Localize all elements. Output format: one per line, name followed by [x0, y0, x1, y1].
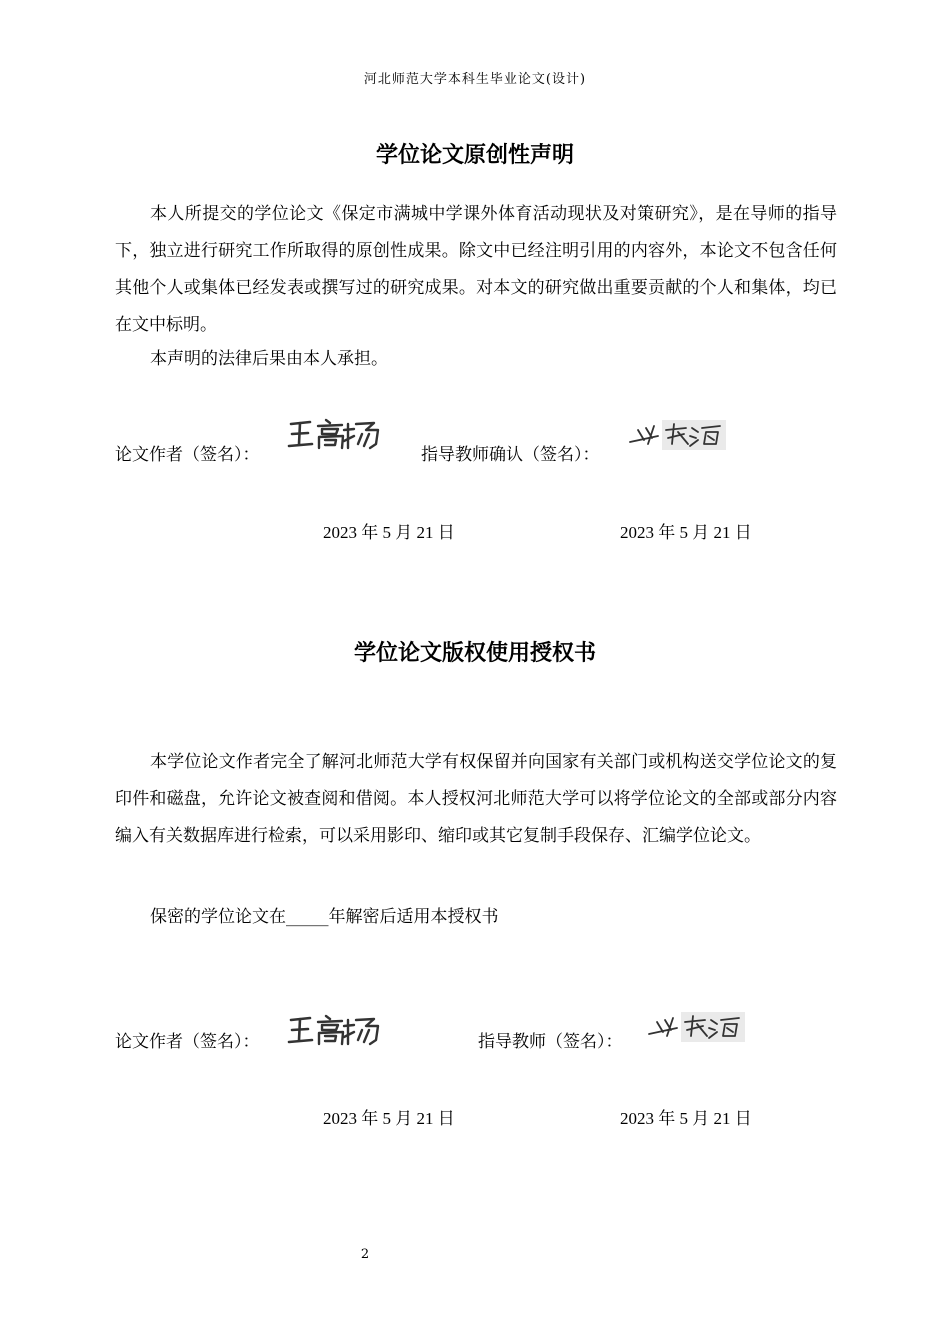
copyright-author-label: 论文作者（签名）： [115, 1032, 260, 1052]
copyright-paragraph-1: 本学位论文作者完全了解河北师范大学有权保留并向国家有关部门或机构送交学位论文的复印件和磁盘，允许论文被查阅和借阅。本人授权河北师范大学可以将学位论文的全部或部分内容编入有关数据库进行检索，可以采用影印、缩印或其它复制手段保存、汇编学位论文。 [115, 752, 837, 846]
originality-paragraph-1: 本人所提交的学位论文《保定市满城中学课外体育活动现状及对策研究》，是在导师的指导下，独立进行研究工作所取得的原创性成果。除文中已经注明引用的内容外，本论文不包含任何其他个人或集体已经发表或撰写过的研究成果。对本文的研究做出重要贡献的个人和集体，均已在文中标明。 [115, 204, 837, 335]
originality-advisor-date: 2023 年 5 月 21 日 [620, 523, 752, 542]
copyright-author-date: 2023 年 5 月 21 日 [323, 1109, 455, 1128]
copyright-paragraph-2: 保密的学位论文在_____年解密后适用本授权书 [150, 907, 499, 927]
originality-advisor-label: 指导教师确认（签名）： [421, 445, 600, 465]
originality-title: 学位论文原创性声明 [375, 143, 574, 168]
page-header: 河北师范大学本科生毕业论文(设计) [363, 72, 587, 87]
advisor-signature-1 [628, 418, 726, 452]
copyright-advisor-date: 2023 年 5 月 21 日 [620, 1109, 752, 1128]
advisor-signature-2 [647, 1010, 745, 1044]
originality-paragraph-2: 本声明的法律后果由本人承担。 [150, 349, 388, 369]
originality-author-date: 2023 年 5 月 21 日 [323, 523, 455, 542]
originality-author-label: 论文作者（签名）： [115, 445, 260, 465]
author-signature-2 [286, 1012, 382, 1048]
copyright-advisor-label: 指导教师（签名）： [478, 1032, 623, 1052]
copyright-title: 学位论文版权使用授权书 [353, 641, 596, 666]
page-number: 2 [360, 1247, 370, 1262]
author-signature-1 [286, 416, 382, 452]
